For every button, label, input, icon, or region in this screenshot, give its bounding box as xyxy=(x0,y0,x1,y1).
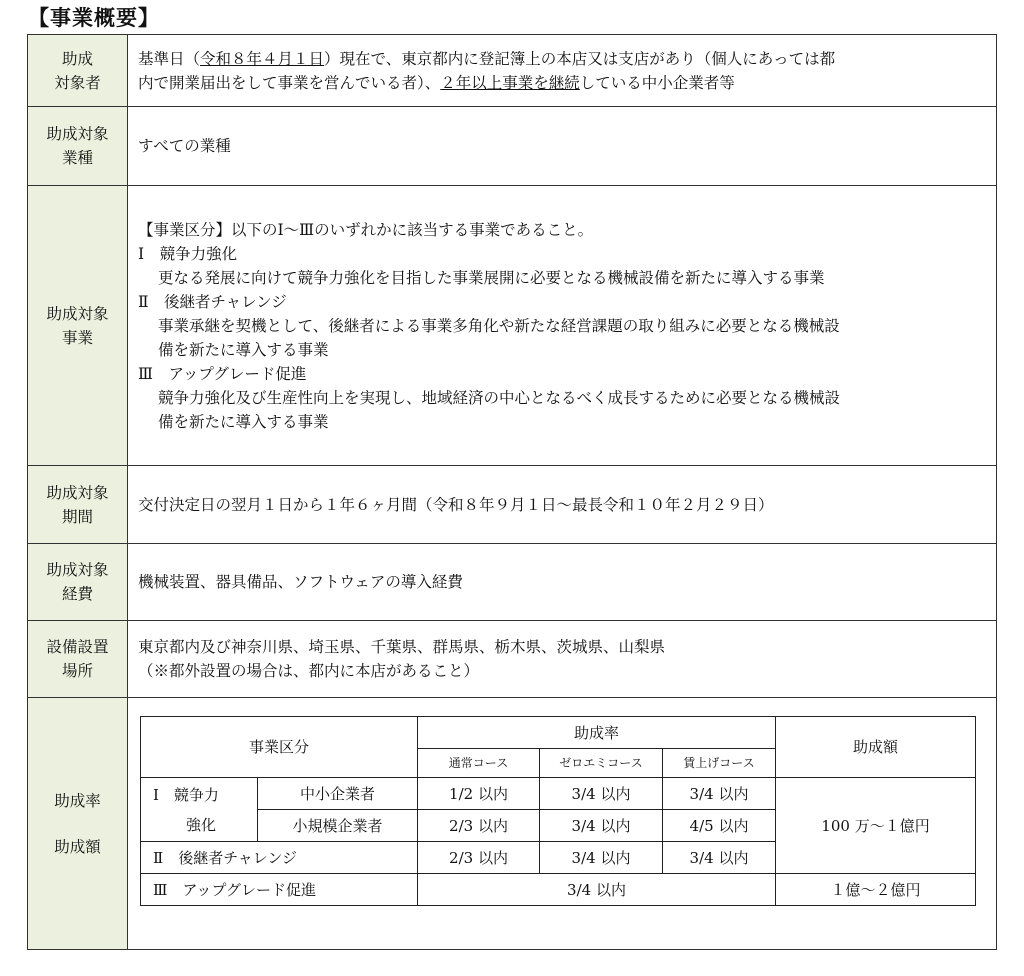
header-wage-course: 賃上げコース xyxy=(663,749,776,778)
overview-table xyxy=(27,34,997,950)
label-line: 対象者 xyxy=(54,73,101,92)
value-period: 交付決定日の翌月１日から１年６ヶ月間（令和８年９月１日～最長令和１０年２月２９日） xyxy=(128,466,997,544)
label-expense xyxy=(28,544,128,621)
label-location xyxy=(28,621,128,698)
row-period xyxy=(28,466,997,544)
underlined-date: 令和８年４月１日 xyxy=(200,49,325,68)
project-line: 備を新たに導入する事業 xyxy=(158,412,329,431)
cell-rate: 4/5 以内 xyxy=(663,810,776,842)
value-target xyxy=(128,35,997,107)
cell-rate: 3/4 以内 xyxy=(663,842,776,874)
category-line: Ⅰ 競争力 xyxy=(153,785,219,804)
row-expense xyxy=(28,544,997,621)
cell-amount: 100 万～１億円 xyxy=(776,778,976,874)
project-line: 【事業区分】以下のⅠ～Ⅲのいずれかに該当する事業であること。 xyxy=(138,220,594,239)
underlined-duration: ２年以上事業を継続 xyxy=(440,73,580,92)
value-rate xyxy=(128,698,997,950)
label-industry xyxy=(28,107,128,186)
header-normal-course: 通常コース xyxy=(418,749,540,778)
sub-small-business: 小規模企業者 xyxy=(258,810,418,842)
label-line: 場所 xyxy=(61,662,93,680)
row-rate xyxy=(28,698,997,950)
label-period xyxy=(28,466,128,544)
project-category: Ⅲ アップグレード促進 xyxy=(138,364,307,383)
target-line-1 xyxy=(138,47,996,71)
label-line: 業種 xyxy=(61,149,93,167)
project-line: 更なる発展に向けて競争力強化を目指した事業展開に必要となる機械設備を新たに導入する事業 xyxy=(158,268,825,287)
cell-rate: 3/4 以内 xyxy=(540,810,663,842)
category-line: 強化 xyxy=(186,815,217,834)
sub-sme: 中小企業者 xyxy=(258,778,418,810)
category-successor: Ⅱ 後継者チャレンジ xyxy=(141,842,418,874)
project-line: 事業承継を契機として、後継者による事業多角化や新たな経営課題の取り組みに必要となる機械設 xyxy=(158,316,840,335)
header-rate: 助成率 xyxy=(418,717,776,749)
cell-rate: 3/4 以内 xyxy=(663,778,776,810)
rate-table xyxy=(140,716,976,906)
cell-rate: 3/4 以内 xyxy=(540,842,663,874)
location-line: 東京都内及び神奈川県、埼玉県、千葉県、群馬県、栃木県、茨城県、山梨県 xyxy=(138,638,666,656)
label-project xyxy=(28,186,128,466)
value-location xyxy=(128,621,997,698)
text-part: ）現在で、東京都内に登記簿上の本店又は支店があり（個人にあっては都 xyxy=(324,49,836,68)
row-target xyxy=(28,35,997,107)
row-project xyxy=(28,186,997,466)
text-part: 内で開業届出をして事業を営んでいる者）、 xyxy=(138,73,441,92)
target-line-2 xyxy=(138,71,996,95)
value-project xyxy=(128,186,997,466)
label-line: 助成額 xyxy=(54,837,101,856)
project-line: 競争力強化及び生産性向上を実現し、地域経済の中心となるべく成長するために必要となる機械設 xyxy=(158,388,841,407)
text-part: 基準日（ xyxy=(138,49,201,68)
label-line: 助成率 xyxy=(54,791,101,810)
cell-rate: 3/4 以内 xyxy=(540,778,663,810)
cell-rate: 1/2 以内 xyxy=(418,778,540,810)
label-rate xyxy=(28,698,128,950)
location-note: （※都外設置の場合は、都内に本店があること） xyxy=(138,662,480,680)
label-line: 助成対象 xyxy=(46,125,109,143)
label-target xyxy=(28,35,128,107)
label-line: 助成 xyxy=(61,49,93,68)
label-line: 事業 xyxy=(61,328,93,347)
project-category: Ⅱ 後継者チャレンジ xyxy=(138,292,287,311)
header-amount: 助成額 xyxy=(776,717,976,778)
row-location xyxy=(28,621,997,698)
project-category: Ⅰ 競争力強化 xyxy=(138,244,238,263)
header-category: 事業区分 xyxy=(141,717,418,778)
category-competitiveness xyxy=(141,778,258,842)
cell-rate: 2/3 以内 xyxy=(418,842,540,874)
row-industry xyxy=(28,107,997,186)
category-upgrade: Ⅲ アップグレード促進 xyxy=(141,874,418,906)
label-line: 助成対象 xyxy=(46,304,109,323)
text-part: している中小企業者等 xyxy=(579,73,735,92)
header-zeroemi-course: ゼロエミコース xyxy=(540,749,663,778)
cell-rate: 3/4 以内 xyxy=(418,874,776,906)
label-line: 設備設置 xyxy=(46,638,109,656)
label-line: 期間 xyxy=(61,507,93,526)
section-title: 【事業概要】 xyxy=(28,6,160,30)
label-line: 助成対象 xyxy=(46,561,109,579)
value-industry: すべての業種 xyxy=(128,107,997,186)
project-line: 備を新たに導入する事業 xyxy=(158,340,329,359)
label-line: 経費 xyxy=(61,585,93,603)
label-line: 助成対象 xyxy=(46,483,109,502)
cell-rate: 2/3 以内 xyxy=(418,810,540,842)
value-expense: 機械装置、器具備品、ソフトウェアの導入経費 xyxy=(128,544,997,621)
cell-amount: １億～２億円 xyxy=(776,874,976,906)
